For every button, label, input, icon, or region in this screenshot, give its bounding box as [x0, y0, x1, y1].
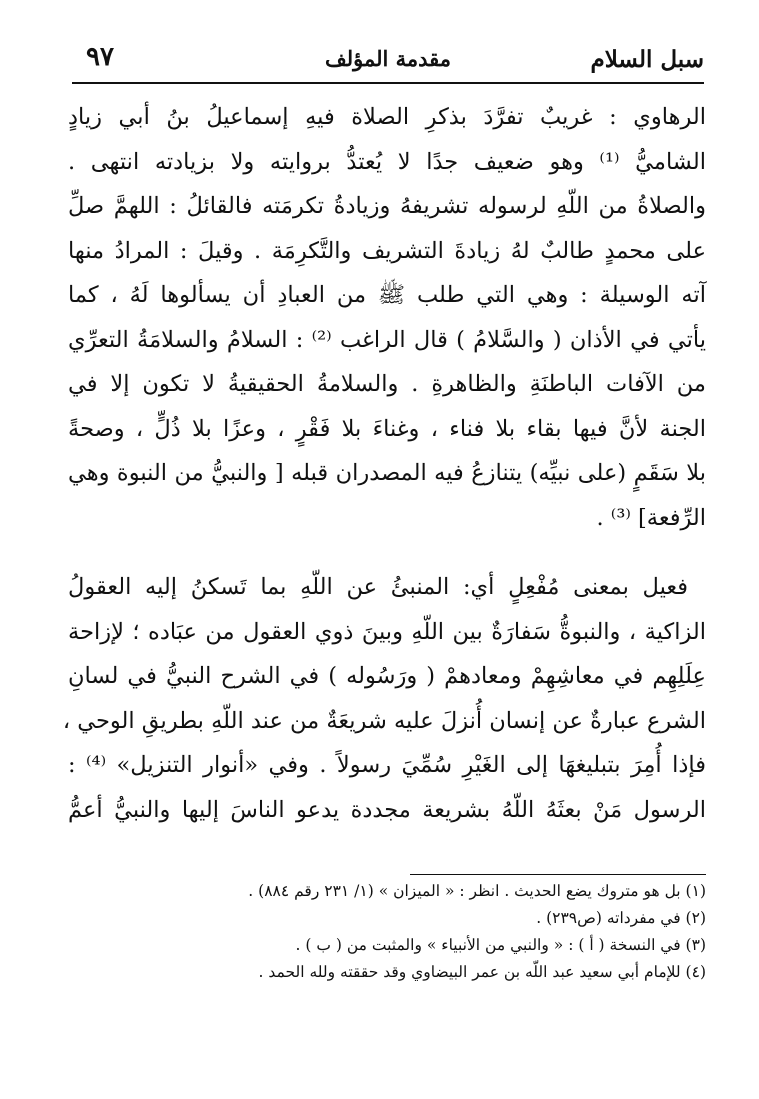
- text-line: الشاميُّ ⁽¹⁾ وهو ضعيف جدًا لا يُعتدُّ بروايته ولا بزيادته انتهى .: [68, 148, 706, 175]
- text-line: والصلاةُ من اللّهِ لرسوله تشريفهُ وزيادةُ تكرمَته فالقائلُ : اللهمَّ صلِّ: [68, 193, 706, 219]
- page-number: ٩٧: [86, 42, 114, 72]
- text-line: من الآفات الباطنَةِ والظاهرةِ . والسلامةُ الحقيقيةُ لا تكون إلا في: [68, 371, 706, 397]
- text-line: الرِّفعة] ⁽³⁾ .: [596, 504, 706, 531]
- book-title: سبل السلام: [590, 46, 704, 73]
- footnote-3: (٣) في النسخة ( أ ) : « والنبي من الأنبياء » والمثبت من ( ب ) .: [295, 936, 706, 954]
- text-line: الرسول مَنْ بعثَهُ اللّهُ بشريعة مجددة يدعو الناسَ إليها والنبيُّ أعمُّ: [68, 796, 706, 823]
- page-header: [72, 40, 704, 80]
- paragraph-2: [62, 565, 706, 832]
- text-line: الرهاوي : غريبٌ تفرَّدَ بذكرِ الصلاة فيهِ إسماعيلُ بنُ أبي زيادٍ: [68, 104, 706, 130]
- text-line: على محمدٍ طالبٌ لهُ زيادةَ التشريف والتَّكرِمَة . وقيلَ : المرادُ منها: [68, 237, 706, 264]
- footnote-4: (٤) للإمام أبي سعيد عبد اللّه بن عمر البيضاوي وقد حققته ولله الحمد .: [258, 963, 706, 981]
- text-line: الزاكية ، والنبوةُّ سَفارَةٌ بين اللّهِ وبينَ ذوي العقول من عبَاده ؛ لإزاحة: [68, 618, 706, 645]
- text-line: الشرع عبارةٌ عن إنسان أُنزلَ عليه شريعَةٌ من عند اللّهِ بطريقِ الوحي ،: [62, 707, 706, 734]
- text-line: فإذا أُمِرَ بتبليغهَا إلى الغَيْرِ سُمِّيَ رسولاً . وفي «أنوار التنزيل» ⁽⁴⁾ :: [68, 752, 706, 778]
- text-line: يأتي في الأذان ( والسَّلامُ ) قال الراغب ⁽²⁾ : السلامُ والسلامَةُ التعرِّي: [68, 326, 706, 353]
- text-line: آته الوسيلة : وهي التي طلب ﷺ من العبادِ أن يسألوها لَهُ ، كما: [68, 282, 706, 308]
- header-rule: [72, 82, 704, 84]
- text-line: فعيل بمعنى مُفْعِلٍ أي: المنبئُ عن اللّهِ بما تَسكنُ إليه العقولُ: [68, 574, 688, 600]
- footnote-2: (٢) في مفرداته (ص٢٣٩) .: [536, 909, 706, 927]
- paragraph-1: [68, 95, 706, 540]
- section-title: مقدمة المؤلف: [324, 46, 452, 71]
- footnotes: [90, 878, 706, 986]
- footnote-rule: [410, 874, 706, 875]
- text-line: بلا سَقَمٍ (على نبيِّه) يتنازعُ فيه المصدران قبله [ والنبيُّ من النبوة وهي: [68, 460, 706, 486]
- footnote-1: (١) بل هو متروك يضع الحديث . انظر : « الميزان » (١/ ٢٣١ رقم ٨٨٤) .: [248, 882, 706, 900]
- text-line: عِلَلِهِم في معاشِهِمْ ومعادهمْ ( ورَسُوله ) في الشرح النبيُّ في لسانِ: [68, 663, 706, 689]
- text-line: الجنة لأنَّ فيها بقاء بلا فناء ، وغناءَ بلا فَقْرٍ ، وعزًا بلا ذُلٍّ ، وصحةً: [68, 415, 706, 442]
